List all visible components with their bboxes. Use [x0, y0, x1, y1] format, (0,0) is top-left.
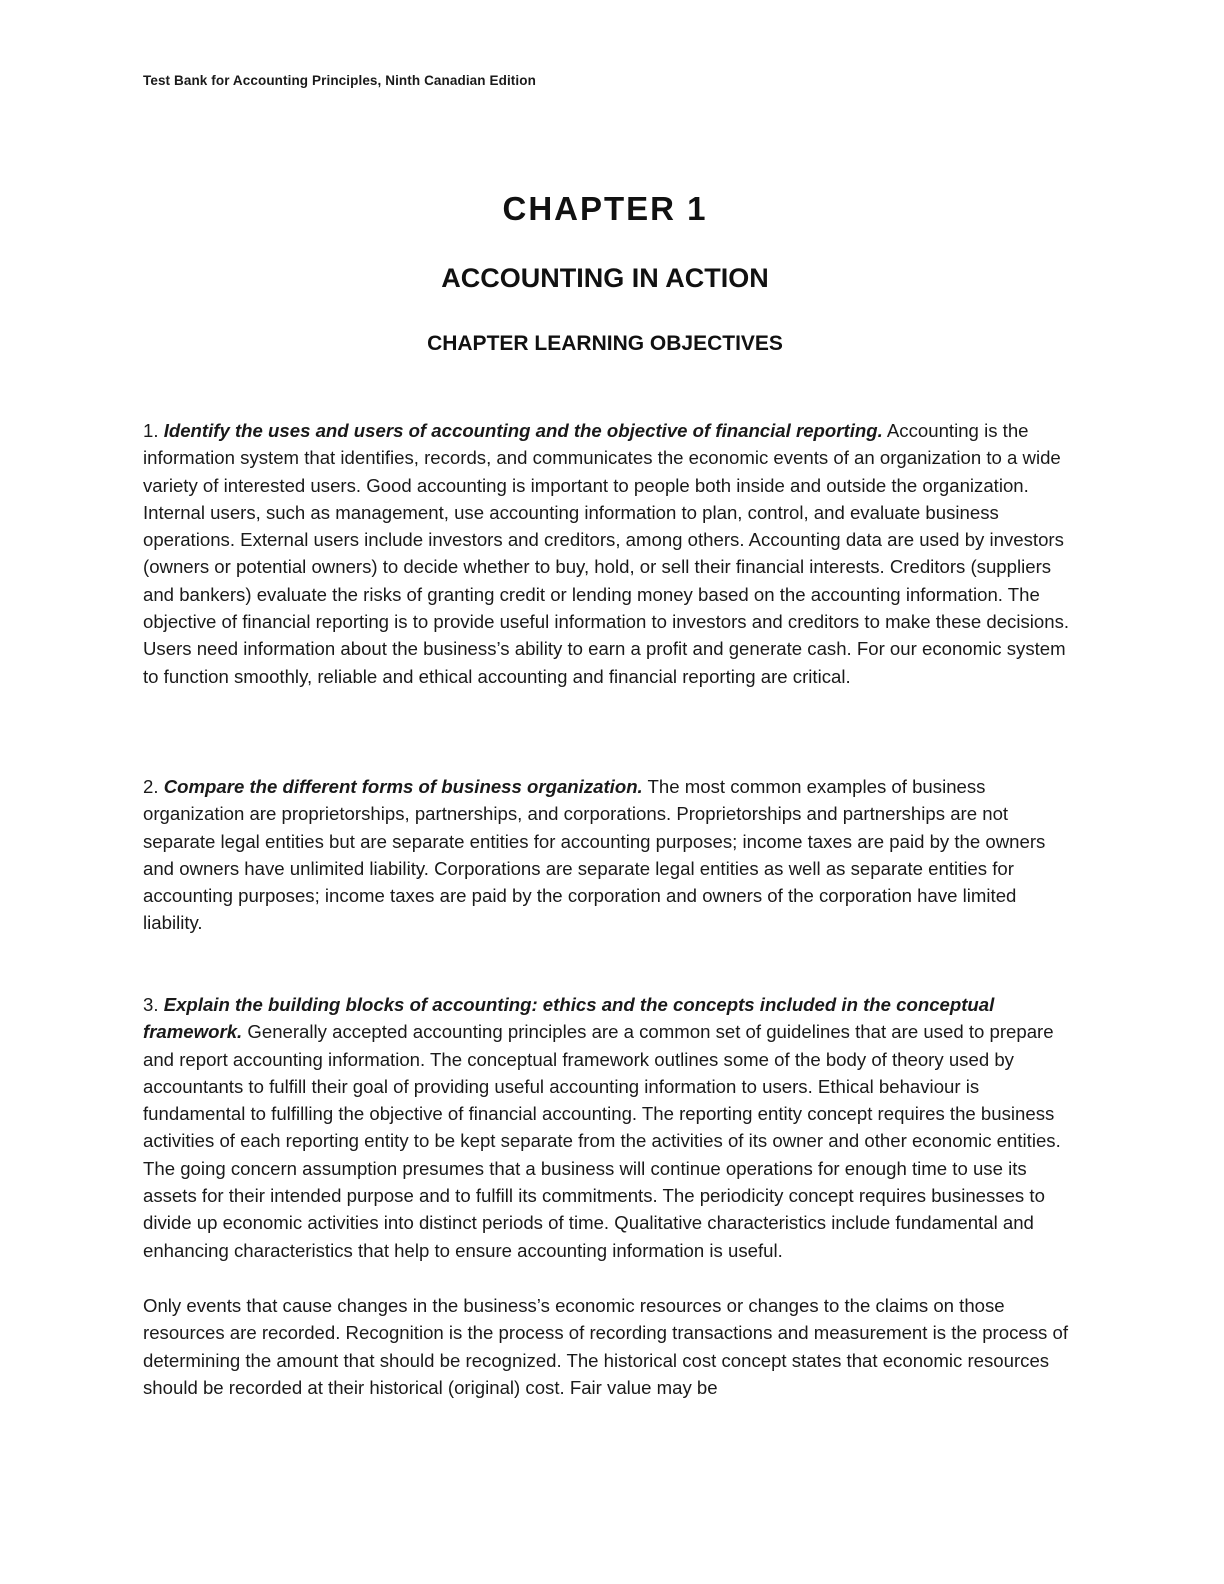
- learning-objective-2: [143, 773, 1071, 937]
- objective-body: Generally accepted accounting principles are a common set of guidelines that are used to prepare and report accounting information. The conceptual framework outlines some of the body of theory used by accountants to fulfill their goal of providing useful accounting information to users. Ethical behaviour is fundamental to fulfilling the objective of financial accounting. The reporting entity concept requires the business activities of each reporting entity to be kept separate from the activities of its owner and other economic entities. The going concern assumption presumes that a business will continue operations for enough time to use its assets for their intended purpose and to fulfill its commitments. The periodicity concept requires businesses to divide up economic activities into distinct periods of time. Qualitative characteristics include fundamental and enhancing characteristics that help to ensure accounting information is useful.: [143, 1021, 1061, 1261]
- learning-objective-3-continuation: Only events that cause changes in the business’s economic resources or changes to the claims on those resources are recorded. Recognition is the process of recording transactions and measurement is the process of determining the amount that should be recognized. The historical cost concept states that economic resources should be recorded at their historical (original) cost. Fair value may be: [143, 1295, 1068, 1398]
- objective-heading: Identify the uses and users of accounting and the objective of financial reporting.: [163, 420, 883, 441]
- chapter-number: CHAPTER 1: [502, 190, 708, 227]
- objective-heading: Explain the building blocks of accounting: ethics and the concepts included in the conceptual framework.: [143, 994, 995, 1043]
- objective-body: Accounting is the information system that identifies, records, and communicates the economic events of an organization to a wide variety of interested users. Good accounting is important to people both inside and outside the organization. Internal users, such as management, use accounting information to plan, control, and evaluate business operations. External users include investors and creditors, among others. Accounting data are used by investors (owners or potential owners) to decide whether to buy, hold, or sell their financial interests. Creditors (suppliers and bankers) evaluate the risks of granting credit or lending money based on the accounting information. The objective of financial reporting is to provide useful information to investors and creditors to make these decisions. Users need information about the business’s ability to earn a profit and generate cash. For our economic system to function smoothly, reliable and ethical accounting and financial reporting are critical.: [143, 420, 1070, 687]
- objective-heading: Compare the different forms of business organization.: [163, 776, 643, 797]
- objective-number: 3.: [143, 994, 164, 1015]
- running-header: Test Bank for Accounting Principles, Ninth Canadian Edition: [143, 73, 536, 88]
- objective-body: The most common examples of business organization are proprietorships, partnerships, and corporations. Proprietorships and partnerships are not separate legal entities but are separate entities for accounting purposes; income taxes are paid by the owners and owners have unlimited liability. Corporations are separate legal entities as well as separate entities for accounting purposes; income taxes are paid by the corporation and owners of the corporation have limited liability.: [143, 776, 1046, 934]
- learning-objective-3: [143, 991, 1071, 1264]
- objective-number: 1.: [143, 420, 164, 441]
- section-title: CHAPTER LEARNING OBJECTIVES: [427, 332, 783, 355]
- objective-number: 2.: [143, 776, 164, 797]
- chapter-title: ACCOUNTING IN ACTION: [441, 263, 769, 293]
- learning-objective-1: [143, 417, 1071, 690]
